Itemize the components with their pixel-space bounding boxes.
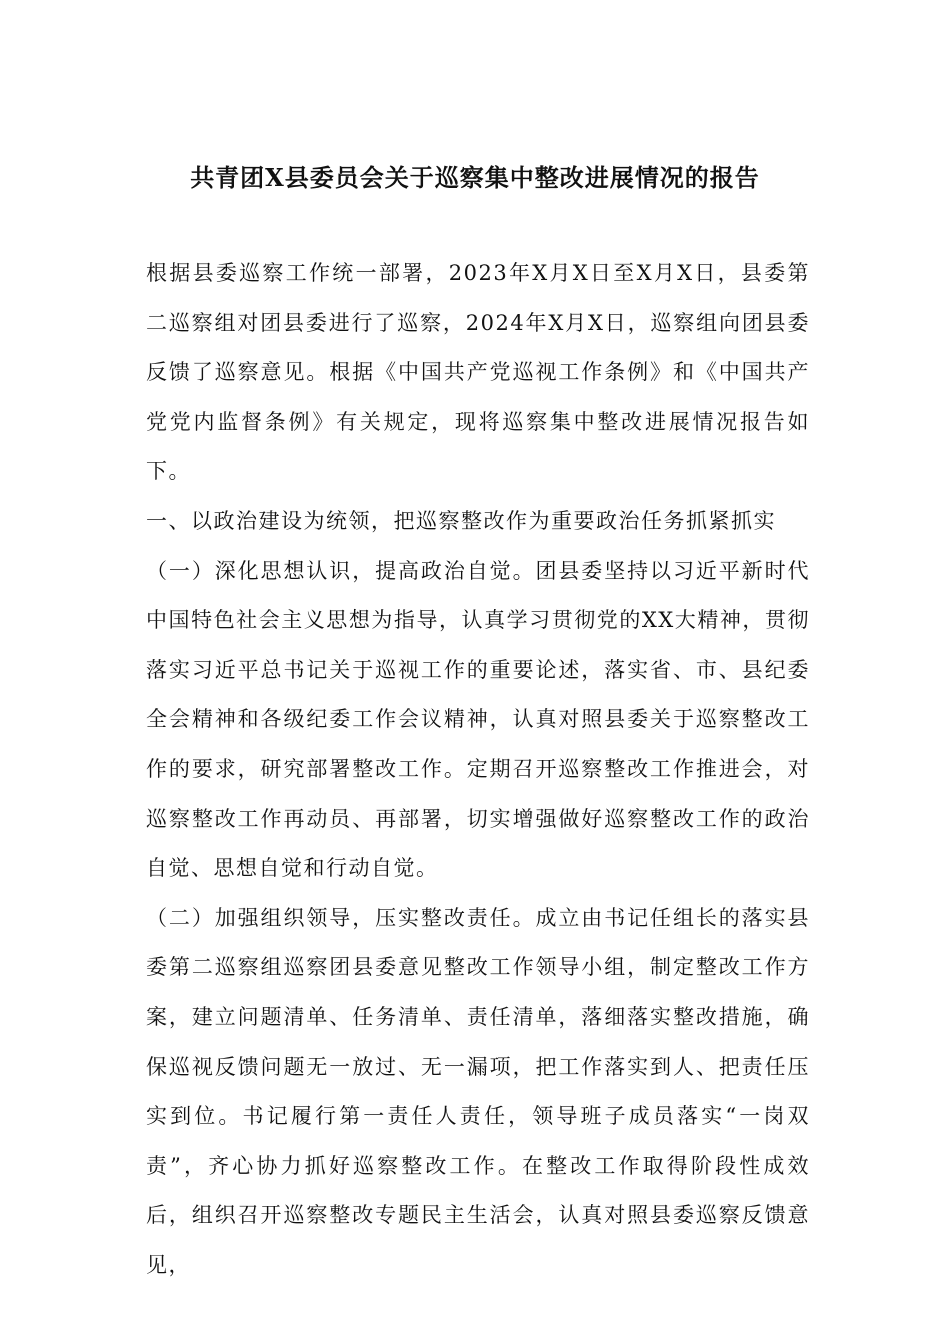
document-title: 共青团X县委员会关于巡察集中整改进展情况的报告 (190, 163, 760, 192)
paragraph-subsection-1: （一）深化思想认识，提高政治自觉。团县委坚持以习近平新时代中国特色社会主义思想为指导，认真学习贯彻党的XX大精神，贯彻落实习近平总书记关于巡视工作的重要论述，落实省、市、县纪委全会精神和各级纪委工作会议精神，认真对照县委关于巡察整改工作的要求，研究部署整改工作。定期召开巡察整改工作推进会，对巡察整改工作再动员、再部署，切实增强做好巡察整改工作的政治自觉、思想自觉和行动自觉。 (146, 558, 810, 881)
paragraph-intro: 根据县委巡察工作统一部署，2023年X月X日至X月X日，县委第二巡察组对团县委进行了巡察，2024年X月X日，巡察组向团县委反馈了巡察意见。根据《中国共产党巡视工作条例》和《中国共产党党内监督条例》有关规定，现将巡察集中整改进展情况报告如下。 (146, 261, 810, 484)
document-body (146, 249, 810, 1290)
paragraph-subsection-2: （二）加强组织领导，压实整改责任。成立由书记任组长的落实县委第二巡察组巡察团县委意见整改工作领导小组，制定整改工作方案，建立问题清单、任务清单、责任清单，落细落实整改措施，确保巡视反馈问题无一放过、无一漏项，把工作落实到人、把责任压实到位。书记履行第一责任人责任，领导班子成员落实“一岗双责”，齐心协力抓好巡察整改工作。在整改工作取得阶段性成效后，组织召开巡察整改专题民主生活会，认真对照县委巡察反馈意见， (146, 905, 810, 1277)
section-heading-1: 一、以政治建设为统领，把巡察整改作为重要政治任务抓紧抓实 (146, 508, 776, 533)
